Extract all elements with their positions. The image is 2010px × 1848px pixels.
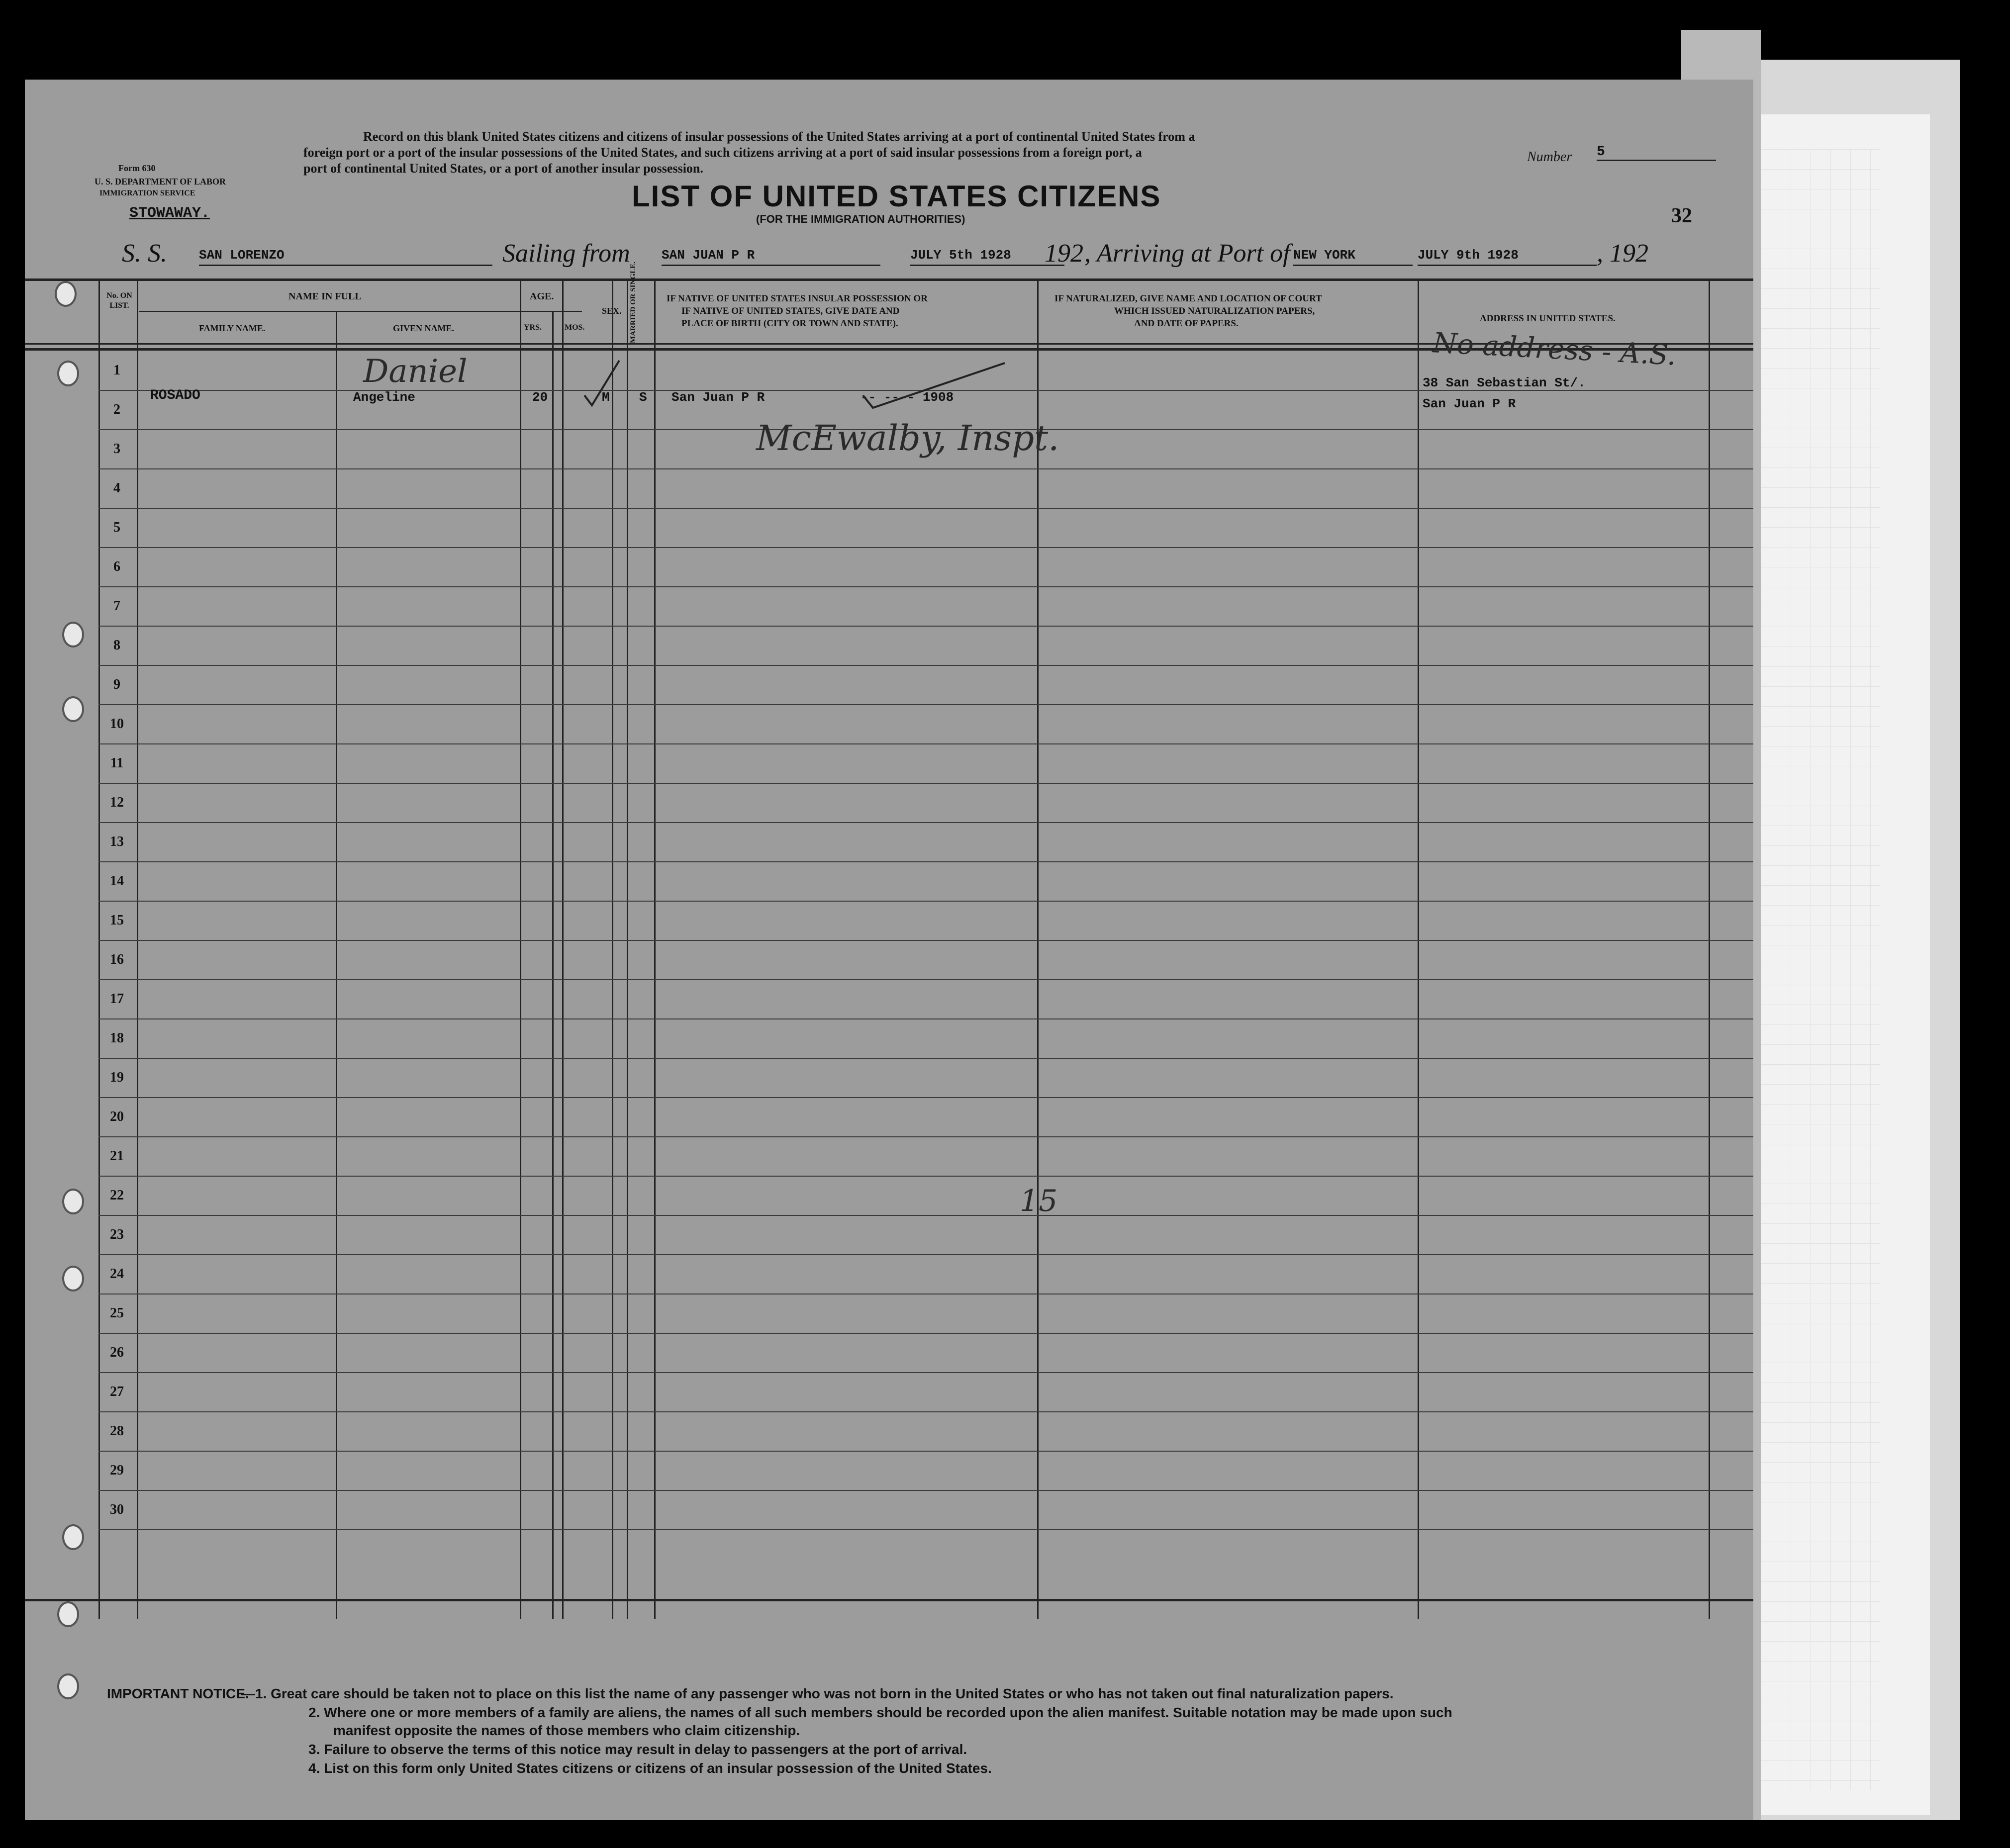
row-number: 19 [110, 1070, 124, 1085]
row-number: 18 [110, 1030, 124, 1046]
row-divider [98, 586, 1753, 587]
intro-line-2: foreign port or a port of the insular possessions of the United States, and such citizens arriving at a port of said insular possessions from a foreign port, a [303, 145, 1142, 160]
col-age: AGE. [530, 291, 554, 302]
row-divider [98, 783, 1753, 784]
year-suffix-1: 192 [1045, 239, 1083, 268]
row-number: 14 [110, 873, 124, 889]
col-birth-line2: IF NATIVE OF UNITED STATES, GIVE DATE AND [681, 306, 900, 316]
row-divider [98, 1097, 1753, 1098]
notice-item-4: 4. List on this form only United States citizens or citizens of an insular possession of the United States. [308, 1760, 992, 1776]
row-number: 13 [110, 834, 124, 849]
row-divider [98, 1176, 1753, 1177]
row-number: 26 [110, 1345, 124, 1360]
checkmark-icon [861, 358, 1010, 413]
row-number: 16 [110, 952, 124, 967]
col-yrs: YRS. [524, 323, 542, 332]
entry-birthplace: San Juan P R [671, 390, 765, 405]
row-divider [98, 1254, 1753, 1255]
row-number: 15 [110, 913, 124, 928]
col-given-name: GIVEN NAME. [393, 323, 455, 333]
row-divider [98, 1411, 1753, 1412]
page-title: LIST OF UNITED STATES CITIZENS [632, 180, 1161, 213]
row-number: 9 [113, 677, 120, 692]
manifest-page [25, 80, 1753, 1820]
row-number: 29 [110, 1463, 124, 1478]
arriving-label: , Arriving at Port of [1084, 239, 1290, 268]
binder-hole-icon [62, 696, 84, 722]
row-divider [98, 861, 1753, 862]
notice-item-2a: 2. Where one or more members of a family are aliens, the names of all such members should be recorded upon the alien manifest. Suitable notation may be made upon such [308, 1705, 1452, 1720]
row-divider [98, 743, 1753, 744]
col-border [137, 278, 138, 1619]
row-divider [98, 1529, 1753, 1530]
sailing-port: SAN JUAN P R [662, 248, 880, 266]
col-border [612, 278, 613, 1619]
notice-item-2b: manifest opposite the names of those members who claim citizenship. [333, 1723, 800, 1738]
row-divider [98, 979, 1753, 980]
binder-hole-icon [57, 1601, 79, 1627]
col-border [98, 278, 100, 1619]
arriving-date: JULY 9th 1928 [1418, 248, 1597, 266]
row-number: 20 [110, 1109, 124, 1124]
entry-birth-date: -- ---- 1908 [861, 390, 954, 405]
entry-family-name: ROSADO [150, 388, 200, 403]
binder-hole-icon [62, 1524, 84, 1550]
row-divider [98, 1018, 1753, 1019]
number-label: Number [1527, 149, 1572, 165]
sailing-label: Sailing from [502, 239, 630, 268]
row-number: 17 [110, 991, 124, 1007]
col-border [1709, 278, 1710, 1619]
notice-heading: IMPORTANT NOTICE. [107, 1686, 249, 1701]
row-number: 11 [110, 755, 124, 771]
row-divider [98, 940, 1753, 941]
col-nat-line2: WHICH ISSUED NATURALIZATION PAPERS, [1114, 306, 1315, 316]
row-number: 30 [110, 1502, 124, 1517]
row-divider [98, 901, 1753, 902]
intro-line-1: Record on this blank United States citizens and citizens of insular possessions of the United States arriving at a port of continental United States from a [363, 129, 1195, 144]
row-divider [98, 1215, 1753, 1216]
col-border [654, 278, 656, 1619]
row-divider [98, 1490, 1753, 1491]
entry-address-line1: 38 San Sebastian St/. [1423, 375, 1586, 390]
ss-label: S. S. [122, 239, 167, 268]
binder-hole-icon [57, 1673, 79, 1699]
inspector-signature: McEwalby, Inspt. [756, 418, 1059, 459]
stowaway-stamp: STOWAWAY. [129, 205, 210, 222]
notice-item-3: 3. Failure to observe the terms of this notice may result in delay to passengers at the port of arrival. [308, 1742, 967, 1757]
row-divider [98, 665, 1753, 666]
row-number: 25 [110, 1305, 124, 1321]
col-birth-line3: PLACE OF BIRTH (CITY OR TOWN AND STATE). [681, 318, 898, 329]
row-divider [98, 508, 1753, 509]
row-number: 5 [113, 520, 120, 535]
intro-line-3: port of continental United States, or a port of another insular possession. [303, 161, 703, 176]
page-subtitle: (FOR THE IMMIGRATION AUTHORITIES) [756, 213, 965, 225]
col-border [552, 311, 554, 1619]
number-value: 5 [1597, 144, 1716, 161]
form-number: Form 630 [118, 163, 156, 173]
row-number: 12 [110, 795, 124, 810]
col-address: ADDRESS IN UNITED STATES. [1480, 313, 1616, 324]
col-married-single: MARRIED OR SINGLE. [629, 262, 637, 343]
col-sex: SEX. [602, 306, 622, 316]
binder-hole-icon [62, 1266, 84, 1292]
page-number: 32 [1671, 204, 1692, 227]
entry-address-handwritten: No address - A.S. [1432, 327, 1677, 372]
row-divider [98, 1451, 1753, 1452]
row-number: 28 [110, 1423, 124, 1439]
binder-hole-icon [55, 281, 77, 307]
checkmark-icon [582, 358, 622, 408]
col-birth-line1: IF NATIVE OF UNITED STATES INSULAR POSSESSION OR [667, 293, 928, 304]
notice-item-1: —1. Great care should be taken not to place on this list the name of any passenger who was not born in the United States or who has not taken out final naturalization papers. [241, 1686, 1394, 1701]
col-mos: MOS. [565, 323, 585, 332]
row-number: 8 [113, 638, 120, 653]
col-no-on-list: No. ON LIST. [106, 291, 132, 310]
row-number: 4 [113, 480, 120, 496]
row-divider [98, 1333, 1753, 1334]
col-border [520, 278, 521, 1619]
row-divider [98, 626, 1753, 627]
row-divider [98, 704, 1753, 705]
ship-name: SAN LORENZO [199, 248, 492, 266]
row-number: 21 [110, 1148, 124, 1164]
sailing-date: JULY 5th 1928 [910, 248, 1064, 266]
row-divider [98, 822, 1753, 823]
col-nat-line1: IF NATURALIZED, GIVE NAME AND LOCATION OF COURT [1054, 293, 1322, 304]
binder-hole-icon [57, 361, 79, 386]
col-name-in-full: NAME IN FULL [288, 291, 362, 302]
table-top-border [25, 278, 1753, 281]
row-number: 24 [110, 1266, 124, 1282]
name-subheader-line [139, 311, 552, 312]
entry-given-name-handwritten: Daniel [363, 353, 468, 390]
handwritten-number: 15 [1020, 1184, 1058, 1218]
row-number: 22 [110, 1188, 124, 1203]
col-border [1037, 278, 1039, 1619]
entry-age: 20 [532, 390, 548, 405]
entry-married-single: S [639, 390, 647, 405]
entry-sex: M [602, 390, 610, 405]
row-divider [98, 1058, 1753, 1059]
year-suffix-2: , 192 [1597, 239, 1648, 268]
col-border [627, 278, 628, 1619]
col-family-name: FAMILY NAME. [199, 323, 266, 333]
col-border [1418, 278, 1419, 1619]
binder-hole-icon [62, 1189, 84, 1214]
arriving-port: NEW YORK [1293, 248, 1413, 266]
row-number: 3 [113, 441, 120, 457]
binder-hole-icon [62, 622, 84, 647]
col-border [336, 311, 337, 1619]
row-divider [98, 468, 1753, 469]
row-number: 7 [113, 598, 120, 614]
department: U. S. DEPARTMENT OF LABOR [95, 177, 226, 186]
row-number: 23 [110, 1227, 124, 1242]
row-number: 1 [113, 363, 120, 378]
row-number: 6 [113, 559, 120, 574]
row-divider [98, 1136, 1753, 1137]
row-number: 27 [110, 1384, 124, 1399]
row-divider [98, 547, 1753, 548]
service: IMMIGRATION SERVICE [99, 189, 195, 197]
row-number: 2 [113, 402, 120, 417]
col-border [562, 278, 564, 1619]
row-number: 10 [110, 716, 124, 732]
table-bottom-border [25, 1599, 1753, 1601]
entry-given-name: Angeline [353, 390, 415, 405]
entry-address-line2: San Juan P R [1423, 396, 1516, 411]
row-divider [98, 1372, 1753, 1373]
col-nat-line3: AND DATE OF PAPERS. [1134, 318, 1239, 329]
